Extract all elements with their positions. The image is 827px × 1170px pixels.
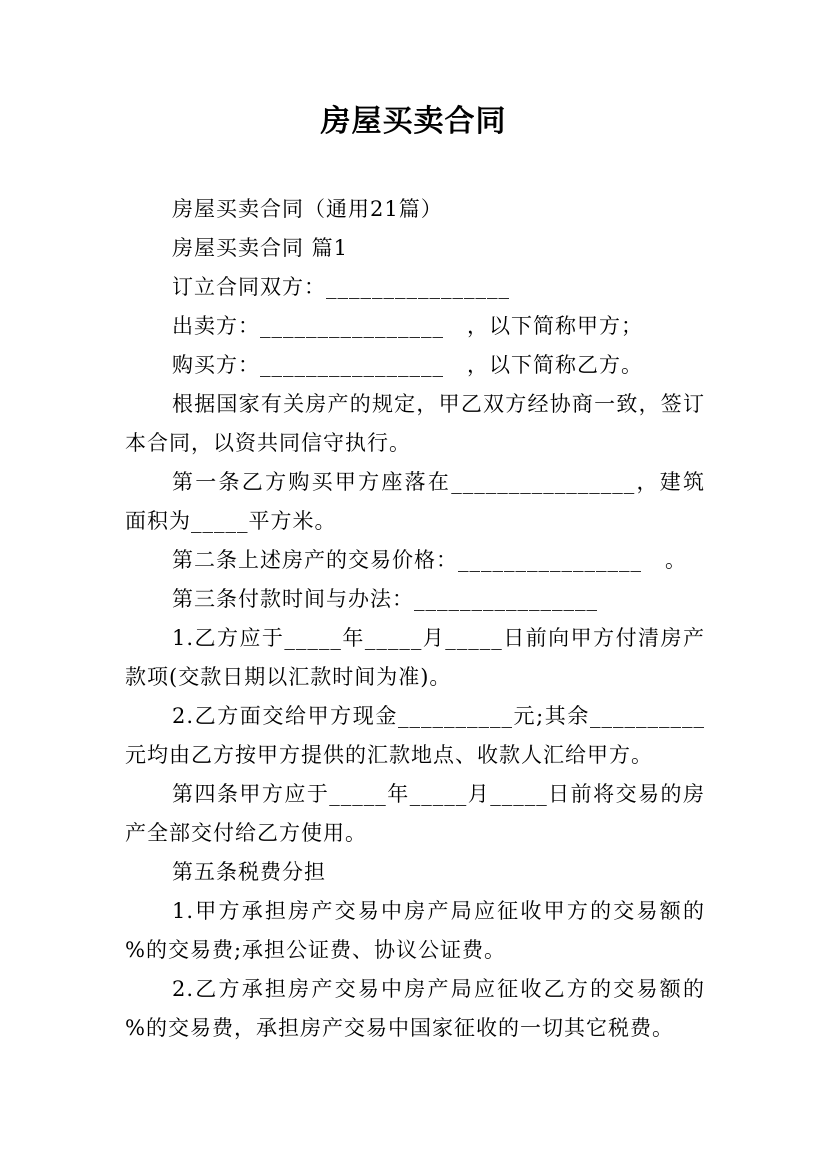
paragraph-buyer: 购买方：________________ ，以下简称乙方。 — [172, 353, 644, 377]
paragraph-article-4: 第四条甲方应于_____年_____月_____日前将交易的房产全部交付给乙方使用。 — [125, 782, 705, 845]
document-title: 房屋买卖合同 — [320, 104, 507, 139]
paragraph-article-1: 第一条乙方购买甲方座落在________________，建筑面积为_____平方米。 — [125, 470, 705, 533]
paragraph-article-5-item-2: 2.乙方承担房产交易中房产局应征收乙方的交易额的 %的交易费，承担房产交易中国家征收的一切其它税费。 — [125, 977, 713, 1040]
paragraph-article-3-item-2: 2.乙方面交给甲方现金__________元;其余__________元均由乙方按甲方提供的汇款地点、收款人汇给甲方。 — [125, 704, 705, 767]
paragraph-section-heading: 房屋买卖合同 篇1 — [172, 236, 349, 260]
paragraph-article-5-item-1: 1.甲方承担房产交易中房产局应征收甲方的交易额的 %的交易费;承担公证费、协议公证费。 — [125, 899, 713, 962]
paragraph-article-5: 第五条税费分担 — [172, 860, 326, 884]
paragraph-parties: 订立合同双方：________________ — [172, 275, 510, 299]
paragraph-article-3: 第三条付款时间与办法：________________ — [172, 587, 598, 611]
paragraph-subtitle: 房屋买卖合同（通用21篇） — [172, 197, 443, 221]
paragraph-article-2: 第二条上述房产的交易价格：________________ 。 — [172, 548, 688, 572]
paragraph-preamble: 根据国家有关房产的规定，甲乙双方经协商一致，签订本合同，以资共同信守执行。 — [125, 392, 705, 455]
document-body — [125, 190, 713, 1048]
paragraph-article-3-item-1: 1.乙方应于_____年_____月_____日前向甲方付清房产款项(交款日期以汇款时间为准)。 — [125, 626, 705, 689]
paragraph-seller: 出卖方：________________ ，以下简称甲方； — [172, 314, 644, 338]
